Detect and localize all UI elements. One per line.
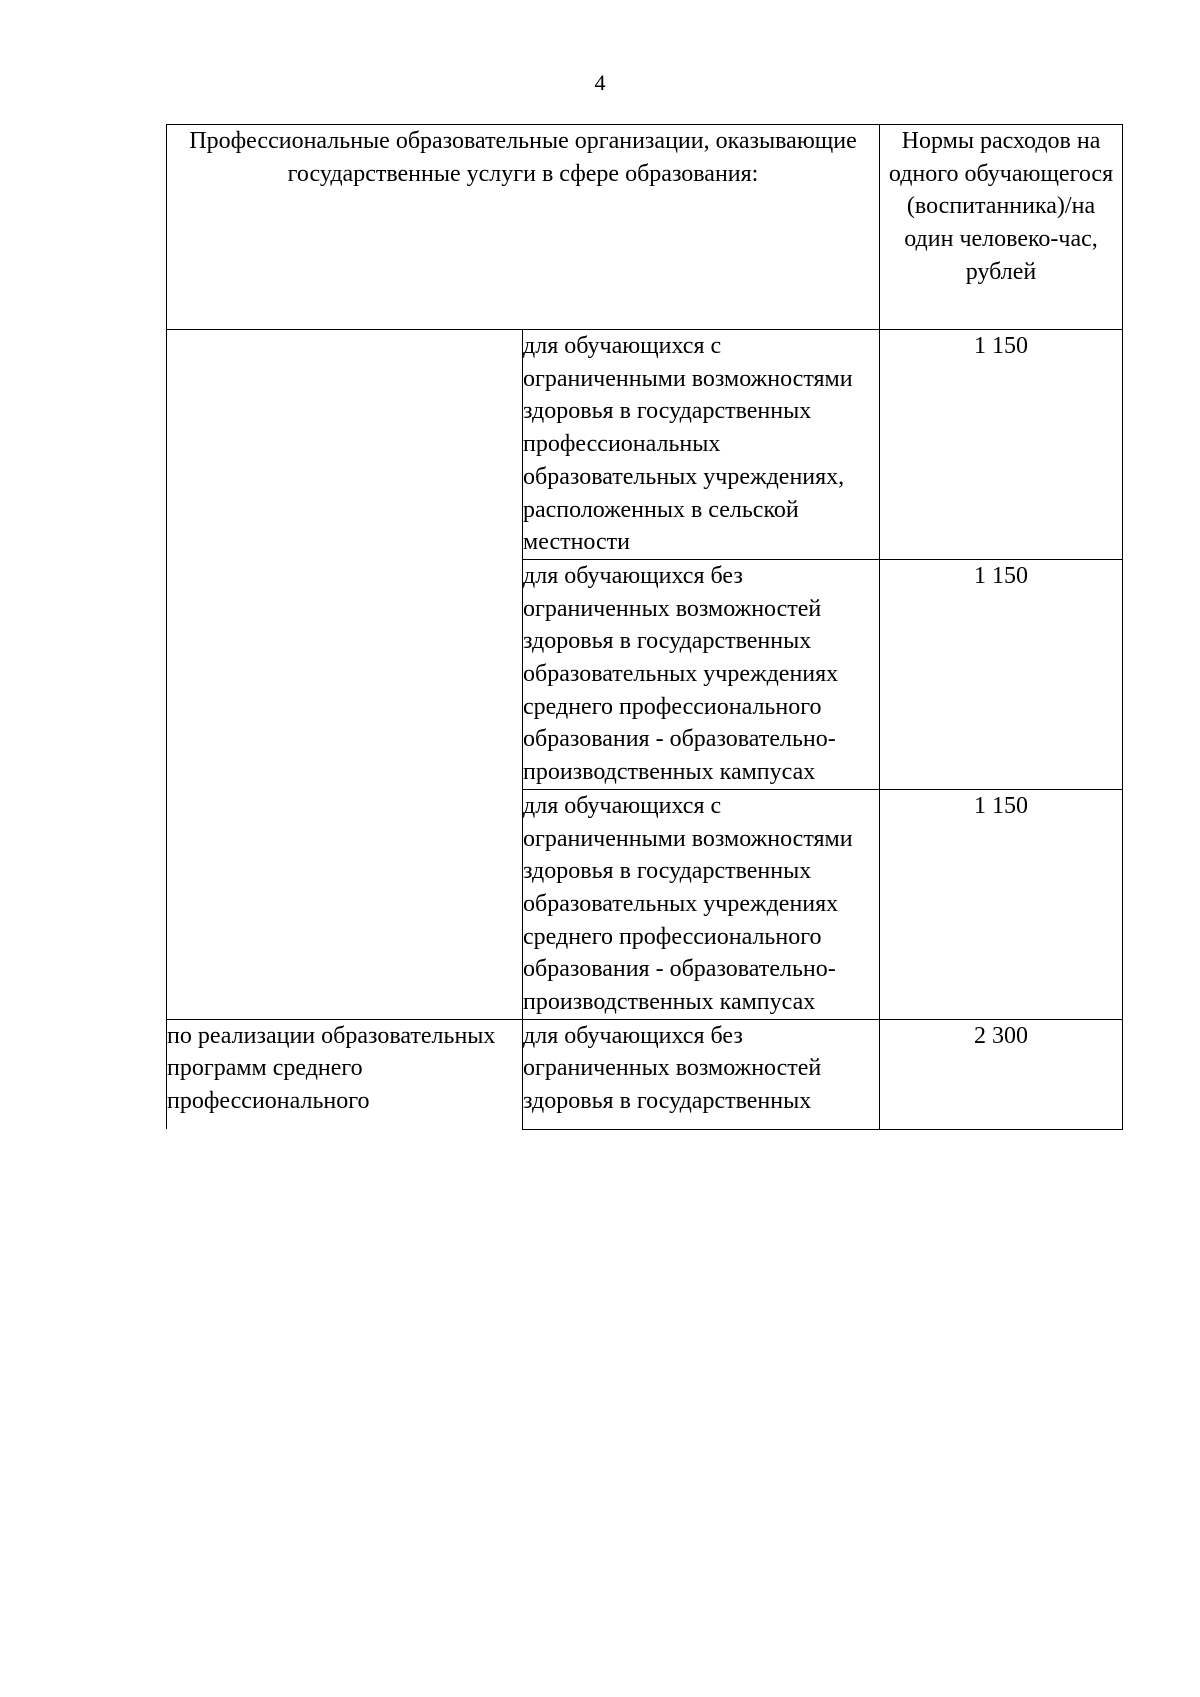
row-description: для обучающихся без ограниченных возможностей здоровья в государственных образовательных учреждениях среднего профессионального образования - образовательно-производственных кампусах	[523, 559, 880, 789]
row-description: для обучающихся с ограниченными возможностями здоровья в государственных образовательных учреждениях среднего профессионального образования - образовательно-производственных кампусах	[523, 789, 880, 1019]
row-value: 1 150	[880, 559, 1123, 789]
header-expense-norms: Нормы расходов на одного обучающегося (воспитанника)/на один человеко-час, рублей	[880, 125, 1123, 330]
page-number: 4	[594, 70, 606, 95]
row-category: по реализации образовательных программ среднего профессионального	[167, 1019, 523, 1129]
row-description: для обучающихся с ограниченными возможностями здоровья в государственных профессиональных образовательных учреждениях, расположенных в сельской местности	[523, 330, 880, 560]
row-value: 2 300	[880, 1019, 1123, 1129]
row-category-empty	[167, 330, 523, 1020]
row-value: 1 150	[880, 330, 1123, 560]
row-description: для обучающихся без ограниченных возможностей здоровья в государственных	[523, 1019, 880, 1129]
table-row	[167, 330, 1123, 560]
table-row	[167, 1019, 1123, 1129]
header-organizations: Профессиональные образовательные организации, оказывающие государственные услуги в сфере образования:	[167, 125, 880, 330]
expense-norms-table	[166, 124, 1123, 1130]
row-value: 1 150	[880, 789, 1123, 1019]
table-header-row	[167, 125, 1123, 330]
